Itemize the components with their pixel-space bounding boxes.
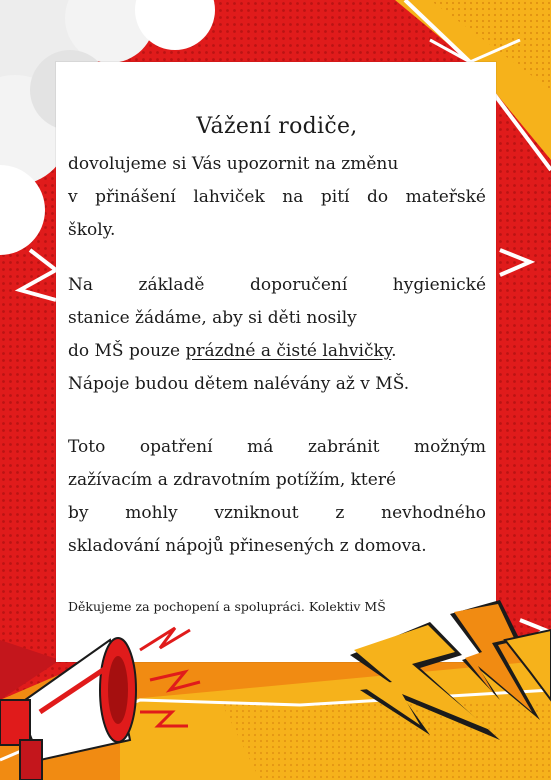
paragraph-1 — [68, 148, 486, 247]
paragraph-3-line-2: zažívacím a zdravotním potížím, které — [68, 470, 397, 490]
paragraph-3 — [68, 431, 486, 563]
paragraph-3-line-3: by mohly vzniknout z nevhodného — [68, 503, 486, 523]
underlined-bottles-text: prázdné a čisté lahvičky — [185, 341, 392, 361]
thanks-signature: Děkujeme za pochopení a spolupráci. Kolektiv MŠ — [68, 599, 386, 614]
paragraph-2 — [68, 269, 486, 401]
paragraph-1-line-2: v přinášení lahviček na pití do mateřské — [68, 187, 486, 207]
letter-body — [68, 112, 486, 563]
paragraph-3-line-4: skladování nápojů přinesených z domova. — [68, 536, 427, 556]
paragraph-3-line-1: Toto opatření má zabránit možným — [68, 437, 486, 457]
paragraph-1-line-3: školy. — [68, 220, 116, 240]
paragraph-2-line-3 — [68, 335, 486, 368]
paragraph-2-line-1: Na základě doporučení hygienické — [68, 275, 486, 295]
paragraph-2-line-4: Nápoje budou dětem nalévány až v MŠ. — [68, 374, 410, 394]
paragraph-1-line-1: dovolujeme si Vás upozornit na změnu — [68, 154, 399, 174]
paragraph-2-line-3-start: do MŠ pouze — [68, 341, 181, 361]
letter-title: Vážení rodiče, — [196, 114, 358, 139]
paragraph-2-line-2: stanice žádáme, aby si děti nosily — [68, 308, 357, 328]
paragraph-2-line-3-end: . — [391, 341, 397, 361]
